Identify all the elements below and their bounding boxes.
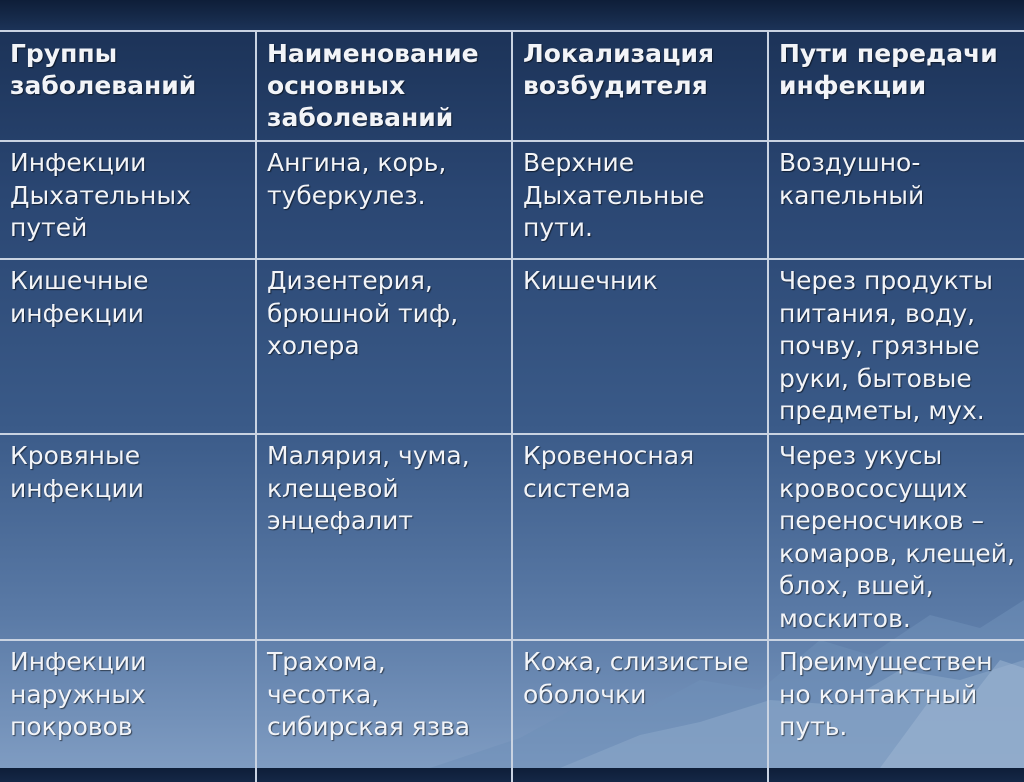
cell-group: Кишечные инфекции <box>0 259 256 434</box>
diseases-table <box>0 30 1024 782</box>
cell-diseases: Малярия, чума, клещевой энцефалит <box>256 434 512 640</box>
table-header-row <box>0 31 1024 141</box>
cell-localization: Кровеносная система <box>512 434 768 640</box>
header-pathogen-localization: Локализация возбудителя <box>512 31 768 141</box>
cell-transmission: Через продукты питания, воду, почву, грязные руки, бытовые предметы, мух. <box>768 259 1024 434</box>
cell-transmission: Воздушно-капельный <box>768 141 1024 259</box>
table-row <box>0 259 1024 434</box>
table-row <box>0 141 1024 259</box>
header-transmission-routes: Пути передачи инфекции <box>768 31 1024 141</box>
cell-transmission: Преимуществен но контактный путь. <box>768 640 1024 782</box>
table-row <box>0 640 1024 782</box>
cell-transmission: Через укусы кровососущих переносчиков – комаров, клещей, блох, вшей, москитов. <box>768 434 1024 640</box>
cell-diseases: Трахома, чесотка, сибирская язва <box>256 640 512 782</box>
table-row <box>0 434 1024 640</box>
header-disease-groups: Группы заболеваний <box>0 31 256 141</box>
cell-localization: Кожа, слизистые оболочки <box>512 640 768 782</box>
cell-group: Инфекции Дыхательных путей <box>0 141 256 259</box>
cell-diseases: Ангина, корь, туберкулез. <box>256 141 512 259</box>
cell-group: Кровяные инфекции <box>0 434 256 640</box>
cell-group: Инфекции наружных покровов <box>0 640 256 782</box>
header-main-diseases: Наименование основных заболеваний <box>256 31 512 141</box>
cell-localization: Кишечник <box>512 259 768 434</box>
cell-localization: Верхние Дыхательные пути. <box>512 141 768 259</box>
cell-diseases: Дизентерия, брюшной тиф, холера <box>256 259 512 434</box>
